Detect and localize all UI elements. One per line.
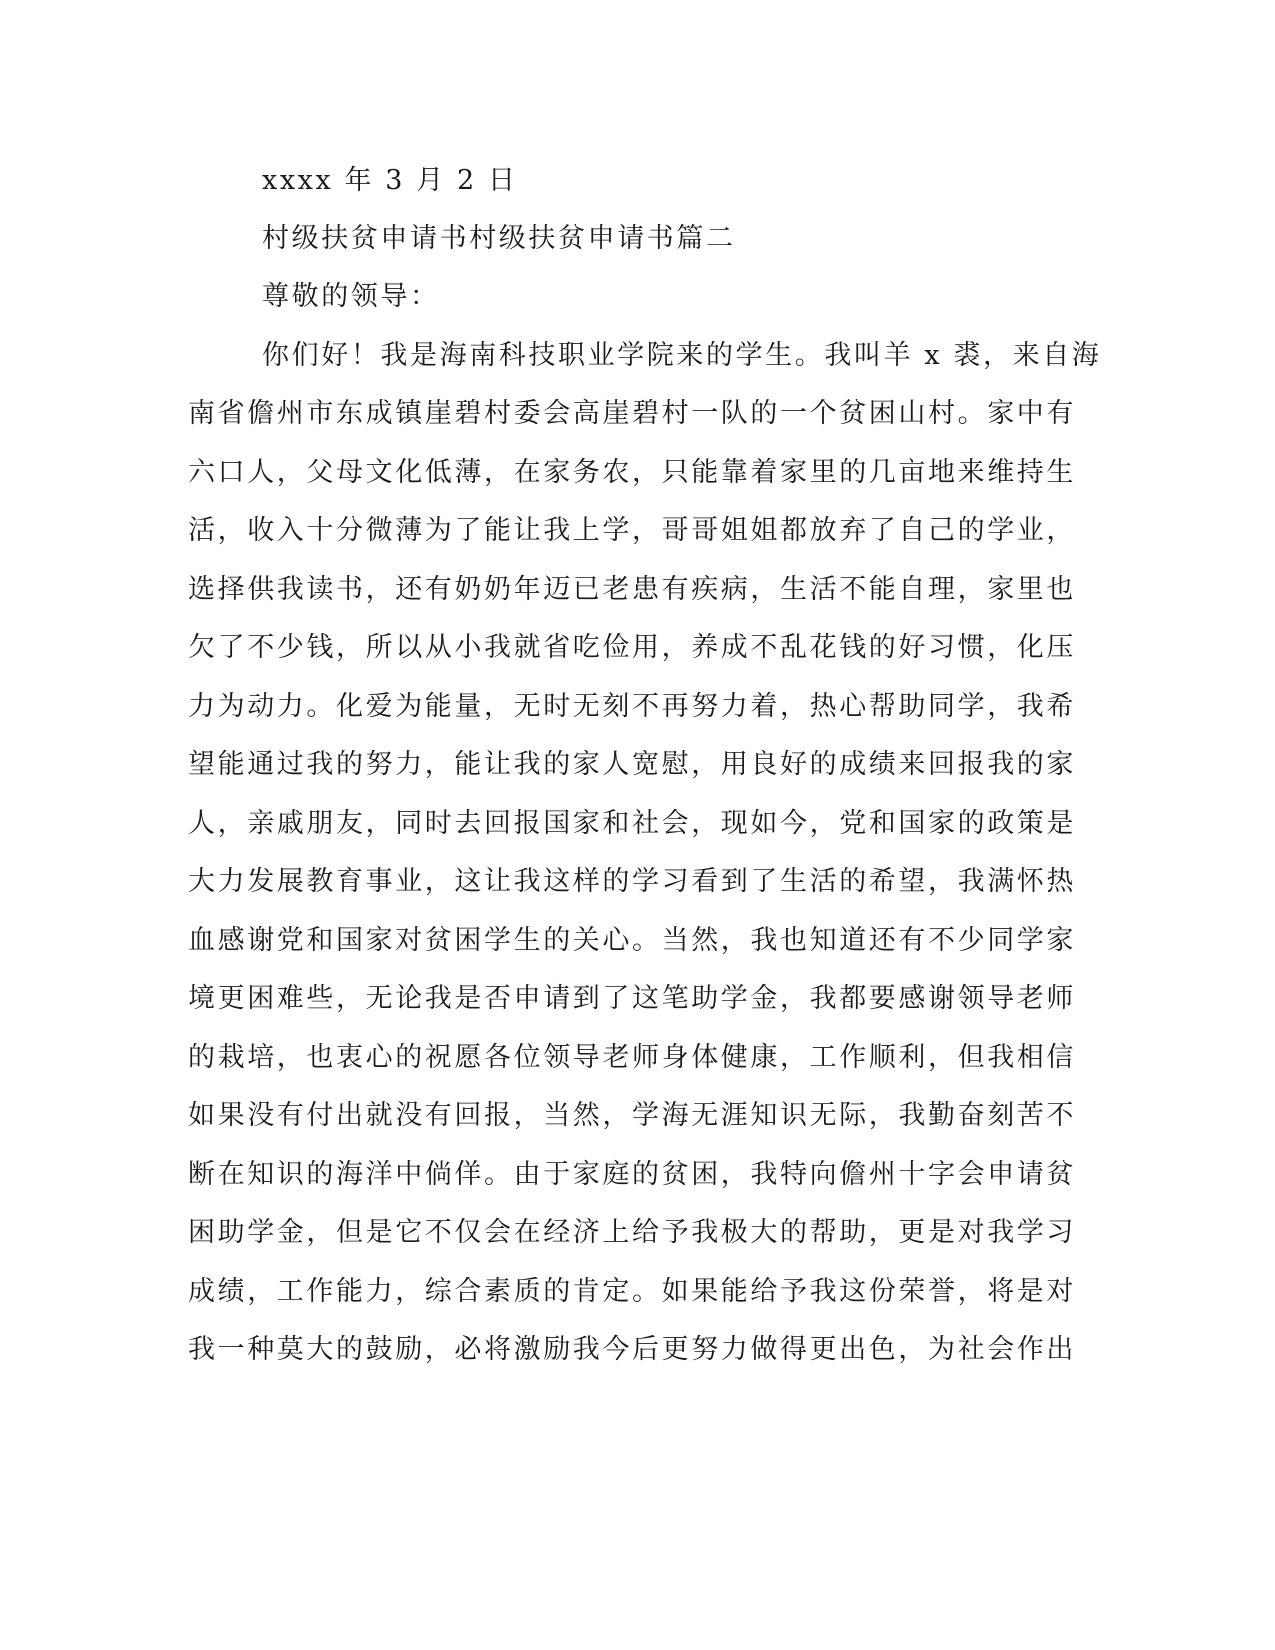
body-line: 我一种莫大的鼓励，必将激励我今后更努力做得更出色，为社会作出 <box>188 1334 1076 1365</box>
body-line: 断在知识的海洋中倘佯。由于家庭的贫困，我特向儋州十字会申请贫 <box>188 1159 1076 1190</box>
body-line: 大力发展教育事业，这让我这样的学习看到了生活的希望，我满怀热 <box>188 866 1076 897</box>
body-line: 如果没有付出就没有回报，当然，学海无涯知识无际，我勤奋刻苦不 <box>188 1100 1076 1131</box>
body-line: 血感谢党和国家对贫困学生的关心。当然，我也知道还有不少同学家 <box>188 925 1076 956</box>
body-line: 人，亲戚朋友，同时去回报国家和社会，现如今，党和国家的政策是 <box>188 808 1076 839</box>
body-line: 困助学金，但是它不仅会在经济上给予我极大的帮助，更是对我学习 <box>188 1217 1076 1248</box>
body-line: 的栽培，也衷心的祝愿各位领导老师身体健康，工作顺利，但我相信 <box>188 1042 1076 1073</box>
body-line: 选择供我读书，还有奶奶年迈已老患有疾病，生活不能自理，家里也 <box>188 574 1076 605</box>
body-line: 成绩，工作能力，综合素质的肯定。如果能给予我这份荣誉，将是对 <box>188 1276 1076 1307</box>
body-line: 力为动力。化爱为能量，无时无刻不再努力着，热心帮助同学，我希 <box>188 691 1076 722</box>
salutation: 尊敬的领导： <box>262 281 440 312</box>
date-line: xxxx 年 3 月 2 日 <box>262 165 518 196</box>
body-line: 望能通过我的努力，能让我的家人宽慰，用良好的成绩来回报我的家 <box>188 749 1076 780</box>
body-line: 南省儋州市东成镇崖碧村委会高崖碧村一队的一个贫困山村。家中有 <box>188 398 1076 429</box>
body-line: 活，收入十分微薄为了能让我上学，哥哥姐姐都放弃了自己的学业， <box>188 515 1076 546</box>
body-line: 你们好！我是海南科技职业学院来的学生。我叫羊 x 裘，来自海 <box>262 340 1102 371</box>
document-title: 村级扶贫申请书村级扶贫申请书篇二 <box>262 223 736 254</box>
body-line: 欠了不少钱，所以从小我就省吃俭用，养成不乱花钱的好习惯，化压 <box>188 632 1076 663</box>
body-line: 六口人，父母文化低薄，在家务农，只能靠着家里的几亩地来维持生 <box>188 457 1076 488</box>
body-line: 境更困难些，无论我是否申请到了这笔助学金，我都要感谢领导老师 <box>188 983 1076 1014</box>
